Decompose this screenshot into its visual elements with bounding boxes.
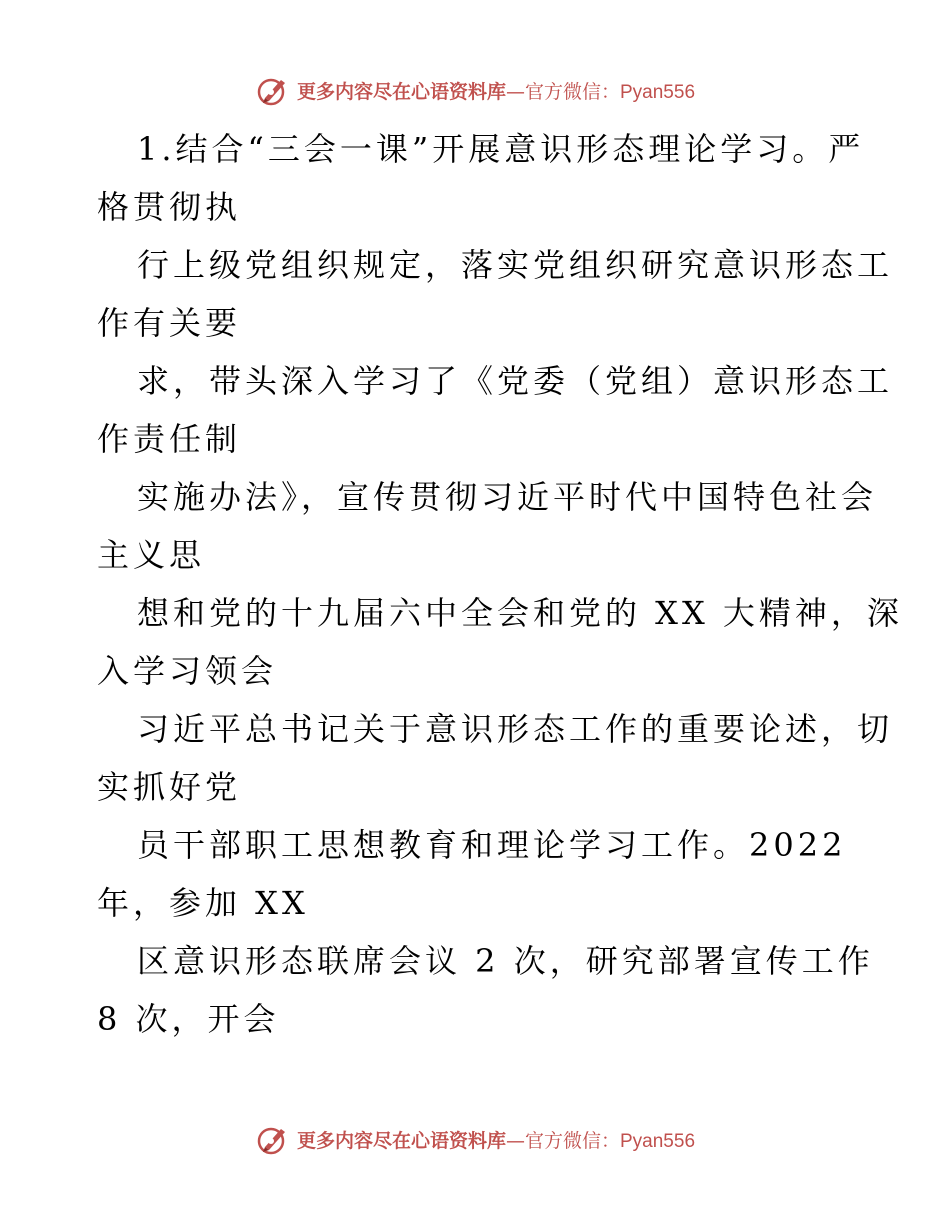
watermark-footer: [0, 1119, 950, 1159]
text-line: 8 次，开会: [97, 1000, 280, 1038]
text-line: 实抓好党: [97, 768, 242, 806]
text-line: 实施办法》，宣传贯彻习近平时代中国特色社会: [137, 478, 878, 516]
text-line: 年，参加 XX: [97, 884, 309, 922]
pen-logo-icon: [255, 72, 291, 108]
watermark-wechat-label: 官方微信：: [524, 1129, 620, 1152]
text-line: 求，带头深入学习了《党委（党组）意识形态工: [137, 362, 894, 400]
watermark-wechat-id: Pyan556: [620, 81, 696, 103]
text-line: 想和党的十九届六中全会和党的 XX 大精神，深: [137, 594, 903, 632]
text-line: 区意识形态联席会议 2 次，研究部署宣传工作: [137, 942, 874, 980]
watermark-dash: —: [505, 80, 525, 103]
text-line: 入学习领会: [97, 652, 278, 690]
text-line: 1.结合“三会一课”开展意识形态理论学习。严: [137, 130, 865, 168]
text-line: 作有关要: [97, 304, 242, 342]
pen-logo-icon: [255, 1121, 291, 1157]
text-line: 员干部职工思想教育和理论学习工作。2022: [137, 826, 847, 864]
text-line: 习近平总书记关于意识形态工作的重要论述，切: [137, 710, 894, 748]
text-line: 作责任制: [97, 420, 242, 458]
watermark-wechat-label: 官方微信：: [524, 80, 620, 103]
watermark-main-text: 更多内容尽在心语资料库: [296, 80, 506, 103]
watermark-header: [0, 70, 950, 110]
document-body: [97, 120, 903, 1048]
watermark-main-text: 更多内容尽在心语资料库: [296, 1129, 506, 1152]
watermark-wechat-id: Pyan556: [620, 1130, 696, 1152]
text-line: 主义思: [97, 536, 206, 574]
watermark-dash: —: [505, 1129, 525, 1152]
text-line: 行上级党组织规定，落实党组织研究意识形态工: [137, 246, 894, 284]
text-line: 格贯彻执: [97, 188, 242, 226]
